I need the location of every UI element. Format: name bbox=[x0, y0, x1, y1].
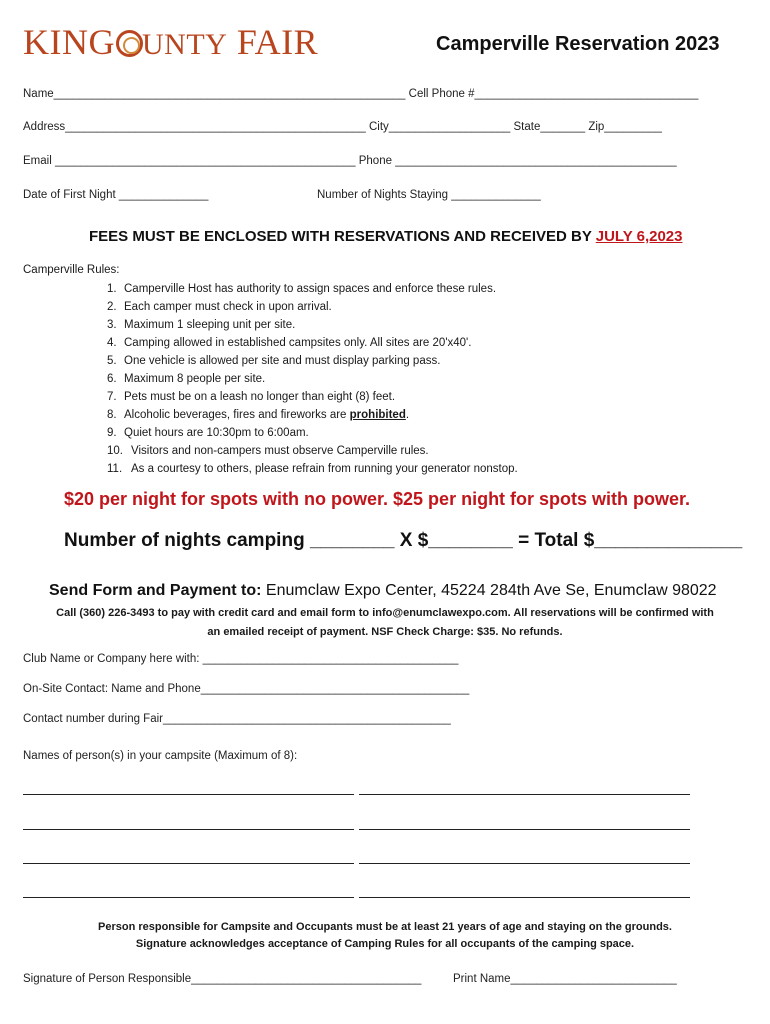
payment-instructions-line-2: an emailed receipt of payment. NSF Check Charge: $35. No refunds. bbox=[207, 626, 563, 638]
person-name-line[interactable] bbox=[359, 897, 690, 898]
prohibited-emphasis: prohibited bbox=[349, 409, 406, 421]
rule-item: 9. Quiet hours are 10:30pm to 6:00am. bbox=[107, 427, 309, 439]
responsibility-notice bbox=[10, 919, 760, 953]
rules-label: Camperville Rules: bbox=[23, 264, 120, 276]
rule-item: 10. Visitors and non-campers must observe Camperville rules. bbox=[107, 445, 429, 457]
payment-instructions bbox=[10, 604, 760, 642]
rule-item: 7. Pets must be on a leash no longer than eight (8) feet. bbox=[107, 391, 396, 403]
date-first-night-field[interactable]: Date of First Night ______________ bbox=[23, 189, 209, 201]
responsibility-line-1: Person responsible for Campsite and Occupants must be at least 21 years of age and staying on the grounds. bbox=[98, 921, 672, 933]
onsite-contact-field[interactable]: On-Site Contact: Name and Phone__________________________________________ bbox=[23, 683, 470, 695]
fees-heading bbox=[89, 228, 682, 245]
person-name-line[interactable] bbox=[23, 897, 354, 898]
nights-total-calculation-field[interactable]: Number of nights camping ________ X $________ = Total $______________ bbox=[64, 530, 743, 551]
name-cellphone-field[interactable]: Name_______________________________________________________ Cell Phone #___________________________________ bbox=[23, 88, 699, 100]
logo-text-fair: FAIR bbox=[236, 22, 319, 62]
contact-number-field[interactable]: Contact number during Fair_____________________________________________ bbox=[23, 713, 451, 725]
send-label: Send Form and Payment to: bbox=[49, 582, 262, 599]
globe-icon bbox=[116, 30, 143, 57]
send-address: Enumclaw Expo Center, 45224 284th Ave Se, Enumclaw 98022 bbox=[261, 582, 717, 599]
rule-item: 3. Maximum 1 sleeping unit per site. bbox=[107, 319, 296, 331]
rule-item: 2. Each camper must check in upon arrival. bbox=[107, 301, 332, 313]
person-name-line[interactable] bbox=[359, 863, 690, 864]
form-title: Camperville Reservation 2023 bbox=[436, 33, 720, 55]
email-phone-field[interactable]: Email _______________________________________________ Phone ____________________________________________ bbox=[23, 155, 677, 167]
rule-item: 1. Camperville Host has authority to assign spaces and enforce these rules. bbox=[107, 283, 497, 295]
fees-heading-text: FEES MUST BE ENCLOSED WITH RESERVATIONS AND RECEIVED BY bbox=[89, 228, 596, 245]
rule-item: 5. One vehicle is allowed per site and must display parking pass. bbox=[107, 355, 441, 367]
send-payment-line bbox=[49, 582, 717, 600]
fees-deadline-date: JULY 6,2023 bbox=[595, 228, 683, 245]
person-name-line[interactable] bbox=[359, 829, 690, 830]
person-name-line[interactable] bbox=[23, 794, 354, 795]
address-city-state-zip-field[interactable]: Address_______________________________________________ City___________________ State_______ Zip_________ bbox=[23, 121, 662, 133]
persons-label: Names of person(s) in your campsite (Maximum of 8): bbox=[23, 750, 298, 762]
rule-item: 4. Camping allowed in established campsites only. All sites are 20'x40'. bbox=[107, 337, 472, 349]
rule-item: 8. Alcoholic beverages, fires and fireworks are prohibited. bbox=[107, 409, 410, 421]
nights-staying-field[interactable]: Number of Nights Staying ______________ bbox=[317, 189, 541, 201]
club-name-field[interactable]: Club Name or Company here with: ________________________________________ bbox=[23, 653, 459, 665]
logo-text-king: KING bbox=[23, 22, 115, 62]
person-name-line[interactable] bbox=[23, 829, 354, 830]
signature-field[interactable]: Signature of Person Responsible____________________________________ bbox=[23, 973, 422, 985]
print-name-field[interactable]: Print Name__________________________ bbox=[453, 973, 677, 985]
rules-list bbox=[107, 280, 518, 478]
king-county-fair-logo bbox=[23, 24, 318, 60]
rule-item: 6. Maximum 8 people per site. bbox=[107, 373, 266, 385]
person-name-line[interactable] bbox=[23, 863, 354, 864]
logo-text-unty: UNTY bbox=[141, 28, 228, 61]
rule-item: 11. As a courtesy to others, please refrain from running your generator nonstop. bbox=[107, 463, 518, 475]
pricing-statement: $20 per night for spots with no power. $25 per night for spots with power. bbox=[64, 489, 691, 509]
payment-instructions-line-1: Call (360) 226-3493 to pay with credit card and email form to info@enumclawexpo.com. All reservations will be confirmed with bbox=[56, 607, 714, 619]
person-name-line[interactable] bbox=[359, 794, 690, 795]
responsibility-line-2: Signature acknowledges acceptance of Camping Rules for all occupants of the camping space. bbox=[135, 938, 635, 950]
